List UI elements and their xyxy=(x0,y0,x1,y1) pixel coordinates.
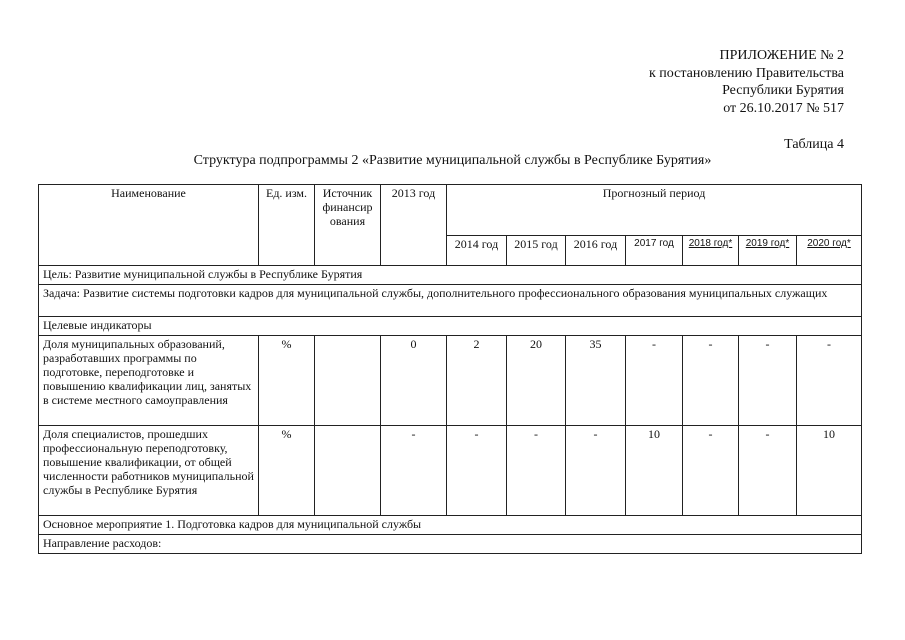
document-title: Структура подпрограммы 2 «Развитие муниципальной службы в Республике Бурятия» xyxy=(193,153,712,168)
value-2014: 2 xyxy=(447,336,507,426)
header-2013: 2013 год xyxy=(381,185,447,266)
value-2015: 20 xyxy=(507,336,566,426)
value-2020: 10 xyxy=(797,426,862,516)
subprogram-structure-table xyxy=(38,184,862,554)
table-row xyxy=(39,426,862,516)
header-year-2018: 2018 год* xyxy=(683,236,739,266)
value-2014: - xyxy=(447,426,507,516)
indicator-source xyxy=(315,336,381,426)
appendix-line-resolution: к постановлению Правительства xyxy=(648,65,844,81)
header-forecast: Прогнозный период xyxy=(447,185,862,236)
value-2017: - xyxy=(626,336,683,426)
header-year-2016: 2016 год xyxy=(566,236,626,266)
value-2015: - xyxy=(507,426,566,516)
value-2017: 10 xyxy=(626,426,683,516)
value-2019: - xyxy=(739,426,797,516)
header-year-2015: 2015 год xyxy=(507,236,566,266)
value-2016: 35 xyxy=(566,336,626,426)
appendix-title: ПРИЛОЖЕНИЕ № 2 xyxy=(719,48,844,63)
value-2013: 0 xyxy=(381,336,447,426)
indicator-unit: % xyxy=(259,426,315,516)
value-2020: - xyxy=(797,336,862,426)
task-row: Задача: Развитие системы подготовки кадров для муниципальной службы, дополнительного профессионального образования муниципальных служащих xyxy=(39,285,862,317)
value-2018: - xyxy=(683,426,739,516)
header-year-2020: 2020 год* xyxy=(797,236,862,266)
table-row xyxy=(39,336,862,426)
main-activity-row: Основное мероприятие 1. Подготовка кадров для муниципальной службы xyxy=(39,516,862,535)
table-number: Таблица 4 xyxy=(784,137,844,152)
header-source: Источник финансир ования xyxy=(315,185,381,266)
header-year-2014: 2014 год xyxy=(447,236,507,266)
indicator-source xyxy=(315,426,381,516)
goal-row: Цель: Развитие муниципальной службы в Республике Бурятия xyxy=(39,266,862,285)
appendix-block xyxy=(649,47,844,117)
indicators-label-row: Целевые индикаторы xyxy=(39,317,862,336)
value-2013: - xyxy=(381,426,447,516)
value-2018: - xyxy=(683,336,739,426)
expenses-row: Направление расходов: xyxy=(39,535,862,554)
header-name: Наименование xyxy=(39,185,259,266)
header-unit: Ед. изм. xyxy=(259,185,315,266)
value-2019: - xyxy=(739,336,797,426)
header-year-2019: 2019 год* xyxy=(739,236,797,266)
appendix-line-republic: Республики Бурятия xyxy=(722,83,844,98)
header-year-2017: 2017 год xyxy=(626,236,683,266)
indicator-unit: % xyxy=(259,336,315,426)
value-2016: - xyxy=(566,426,626,516)
indicator-name: Доля муниципальных образований, разработавших программы по подготовке, переподготовке и повышению квалификации лиц, занятых в системе местного самоуправления xyxy=(39,336,259,426)
indicator-name: Доля специалистов, прошедших профессиональную переподготовку, повышение квалификации, от общей численности работников муниципальной службы в Республике Бурятия xyxy=(39,426,259,516)
appendix-line-date: от 26.10.2017 № 517 xyxy=(723,100,844,116)
